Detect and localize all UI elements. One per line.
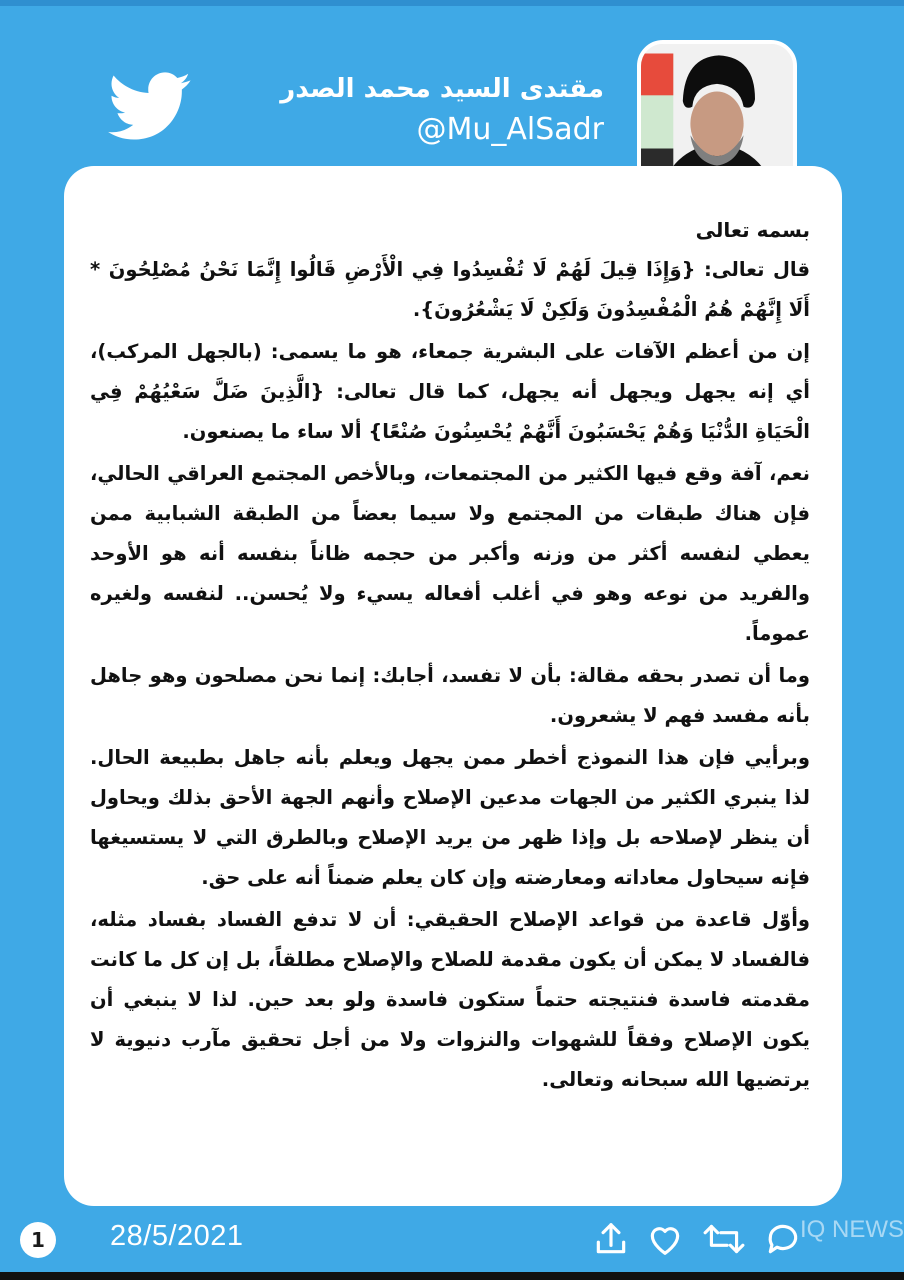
tweet-paragraph: إن من أعظم الآفات على البشرية جمعاء، هو ما يسمى: (بالجهل المركب)، أي إنه يجهل ويجهل أنه يجهل، كما قال تعالى: {الَّذِينَ ضَلَّ سَعْيُهُمْ فِي الْحَيَاةِ الدُّنْيَا وَهُمْ يَحْسَبُونَ أَنَّهُمْ يُحْسِنُونَ صُنْعًا} ألا ساء ما يصنعون. (90, 340, 810, 443)
tweet-date: 28/5/2021 (110, 1220, 244, 1252)
bottom-frame-strip (0, 1272, 904, 1280)
share-icon[interactable] (592, 1220, 630, 1258)
top-frame-strip (0, 0, 904, 6)
page-number-badge: 1 (20, 1222, 56, 1258)
tweet-card (64, 166, 842, 1206)
tweet-paragraph: نعم، آفة وقع فيها الكثير من المجتمعات، وبالأخص المجتمع العراقي الحالي، فإن هناك طبقات من المجتمع ولا سيما بعضاً من الطبقة الشبابية ممن يعطي لنفسه أكثر من وزنه وأكبر من حجمه ظاناً بنفسه أنه هو الأوحد والفريد من نوعه وهو في أغلب أفعاله يسيء ولا يُحسن.. لنفسه ولغيره عموماً. (90, 462, 810, 645)
retweet-icon[interactable] (702, 1220, 746, 1258)
reply-icon[interactable] (764, 1220, 802, 1258)
tweet-paragraph: قال تعالى: {وَإِذَا قِيلَ لَهُمْ لَا تُفْسِدُوا فِي الْأَرْضِ قَالُوا إِنَّمَا نَحْنُ مُصْلِحُونَ * أَلَا إِنَّهُمْ هُمُ الْمُفْسِدُونَ وَلَكِنْ لَا يَشْعُرُونَ}. (90, 258, 810, 321)
twitter-bird-icon (108, 72, 192, 142)
tweet-text (90, 210, 810, 1100)
tweet-paragraph: وبرأيي فإن هذا النموذج أخطر ممن يجهل ويعلم بأنه جاهل بطبيعة الحال. لذا ينبري الكثير من الجهات مدعين الإصلاح وأنهم الجهة الأحق بذلك ويحاول أن ينظر لإصلاحه بل وإذا ظهر من يريد الإصلاح وبالطرق التي لا يستسيغها فإنه سيحاول معاداته ومعارضته وإن كان يعلم ضمناً أنه على حق. (90, 746, 810, 889)
tweet-footer (0, 1210, 904, 1272)
display-name[interactable]: مقتدى السيد محمد الصدر (280, 74, 604, 104)
tweet-title: بسمه تعالى (695, 218, 810, 242)
tweet-paragraph: وما أن تصدر بحقه مقالة: بأن لا تفسد، أجابك: إنما نحن مصلحون وهو جاهل بأنه مفسد فهم لا يشعرون. (90, 664, 810, 727)
user-handle[interactable]: @Mu_AlSadr (416, 112, 604, 147)
news-watermark: IQ NEWS (800, 1216, 904, 1243)
like-icon[interactable] (646, 1220, 684, 1258)
tweet-paragraph: وأوّل قاعدة من قواعد الإصلاح الحقيقي: أن لا تدفع الفساد بفساد مثله، فالفساد لا يمكن أن يكون مقدمة للصلاح والإصلاح مطلقاً، بل إن كل ما كانت مقدمته فاسدة فنتيجته حتماً ستكون فاسدة ولو بعد حين. لذا لا ينبغي أن يكون الإصلاح وفقاً للشهوات والنزوات ولا من أجل تحقيق مآرب دنيوية لا يرتضيها الله سبحانه وتعالى. (90, 908, 810, 1091)
